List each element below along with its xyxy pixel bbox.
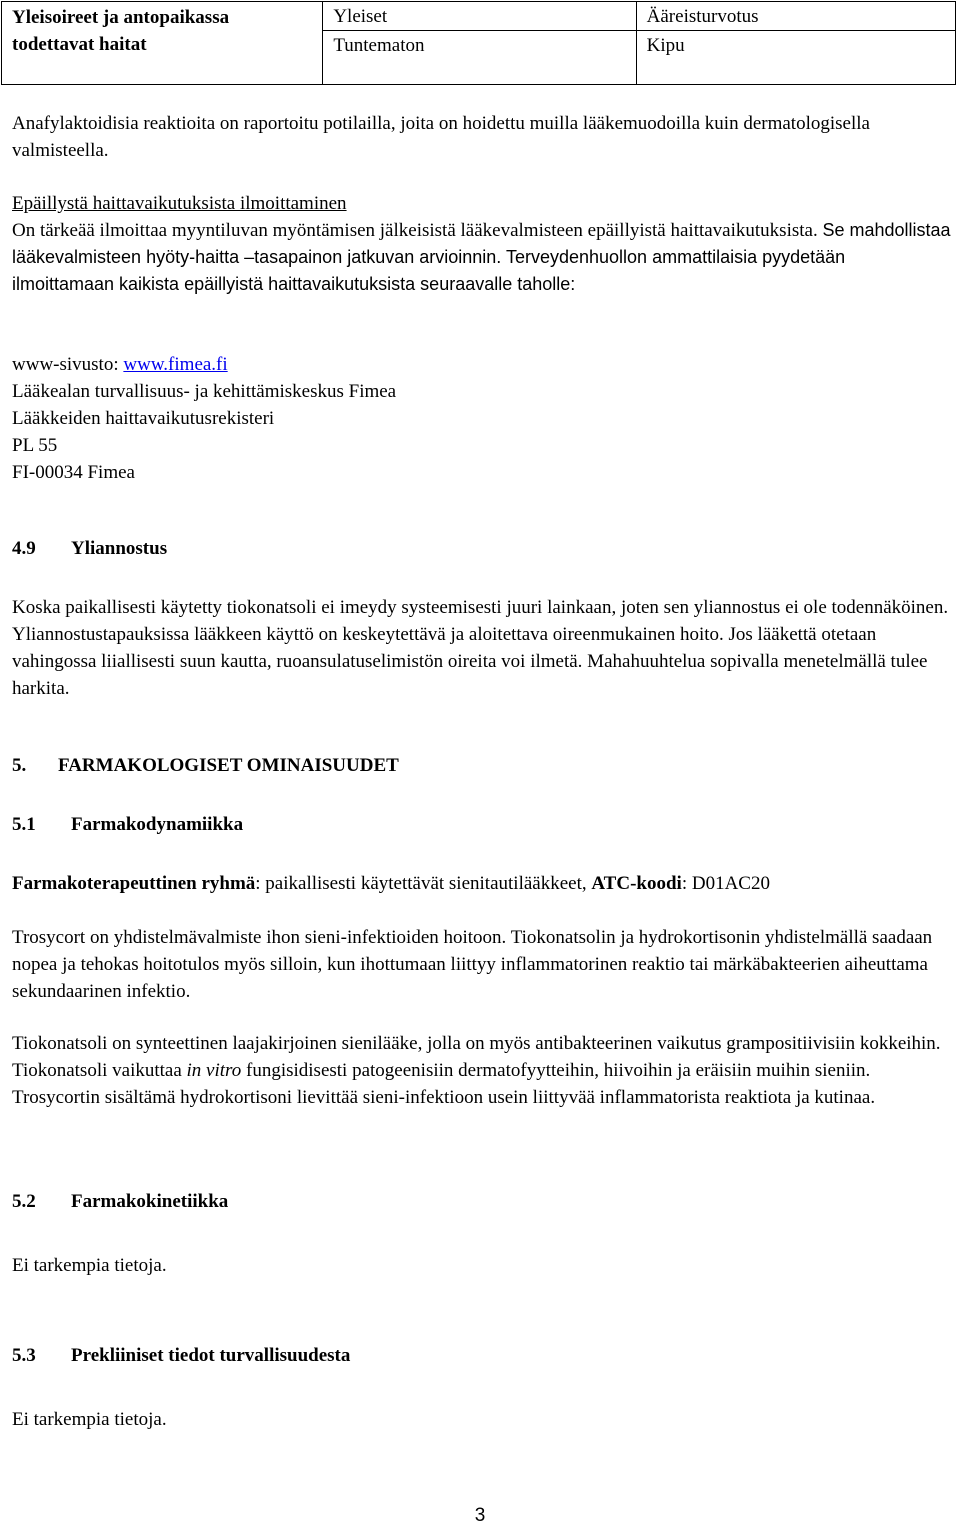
adverse-effects-table [1,1,956,85]
section-5-1-heading: 5.1 Farmakodynamiikka [12,814,244,835]
fimea-link[interactable]: www.fimea.fi [123,354,228,375]
section-5-2-heading: 5.2 Farmakokinetiikka [12,1191,229,1212]
address-line-3: PL 55 [12,435,58,456]
table-cell-effect-2: Kipu [636,31,955,85]
pharmacodynamics-paragraph-2: Tiokonatsoli on synteettinen laajakirjoinen sienilääke, jolla on myös antibakteerinen vaikutus grampositiivisiin kokkeihin. Tiokonatsoli vaikuttaa in vitro fungisidisesti patogeenisiin dermatofyytteihin, hiivoihin ja eräisiin muihin sieniin. Trosycortin sisältämä hydrokortisoni lievittää sieni-infektioon usein liittyvää inflammatorista reaktiota ja kutinaa. [12,1033,941,1108]
section-5-heading: 5. FARMAKOLOGISET OMINAISUUDET [12,755,399,776]
section-5-3-heading: 5.3 Prekliiniset tiedot turvallisuudesta [12,1345,351,1366]
anaphylaxis-paragraph: Anafylaktoidisia reaktioita on raportoitu potilailla, joita on hoidettu muilla lääkemuodoilla kuin dermatologisella valmisteella. [12,113,870,161]
pharmacodynamics-paragraph-1: Trosycort on yhdistelmävalmiste ihon sieni-infektioiden hoitoon. Tiokonatsolin ja hydrokortisonin yhdistelmällä saadaan nopea ja tehokas hoitotulos myös silloin, kun ihottumaan liittyy inflammatorinen reaktio tai märkäbakteerien aiheuttama sekundaarinen infektio. [12,927,933,1002]
page-number: 3 [474,1505,486,1526]
pharmacokinetics-text: Ei tarkempia tietoja. [12,1255,167,1276]
pharmacotherapeutic-group: Farmakoterapeuttinen ryhmä: paikallisesti käytettävät sienitautilääkkeet, ATC-koodi: D01AC20 [12,873,770,894]
table-cell-frequency-1: Yleiset [323,2,636,31]
overdose-paragraph: Koska paikallisesti käytetty tiokonatsoli ei imeydy systeemisesti juuri lainkaan, joten sen yliannostus ei ole todennäköinen. Yliannostustapauksissa lääkkeen käyttö on keskeytettävä ja aloitettava oireenmukainen hoito. Jos lääkettä otetaan vahingossa liiallisesti suun kautta, ruoansulatuselimistön oireita voi ilmetä. Mahahuuhtelua sopivalla menetelmällä tulee harkita. [12,597,949,699]
address-line-1: Lääkealan turvallisuus- ja kehittämiskeskus Fimea [12,381,397,402]
table-row-header: Yleisoireet ja antopaikassa todettavat haitat [2,2,323,85]
reporting-title: Epäillystä haittavaikutuksista ilmoittaminen [12,193,347,214]
web-line: www-sivusto: www.fimea.fi [12,354,228,375]
section-4-9-heading: 4.9 Yliannostus [12,538,168,559]
reporting-text: On tärkeää ilmoittaa myyntiluvan myöntämisen jälkeisistä lääkevalmisteen epäillyistä haittavaikutuksista. Se mahdollistaa lääkevalmisteen hyöty-haitta –tasapainon jatkuvan arvioinnin. Terveydenhuollon ammattilaisia pyydetään ilmoittamaan kaikista epäillyistä haittavaikutuksista seuraavalle taholle: [12,220,951,294]
preclinical-text: Ei tarkempia tietoja. [12,1409,167,1430]
address-line-2: Lääkkeiden haittavaikutusrekisteri [12,408,275,429]
address-line-4: FI-00034 Fimea [12,462,135,483]
table-cell-effect-1: Ääreisturvotus [636,2,955,31]
reporting-address [12,351,952,486]
table-cell-frequency-2: Tuntematon [323,31,636,85]
reporting-section [12,190,952,298]
